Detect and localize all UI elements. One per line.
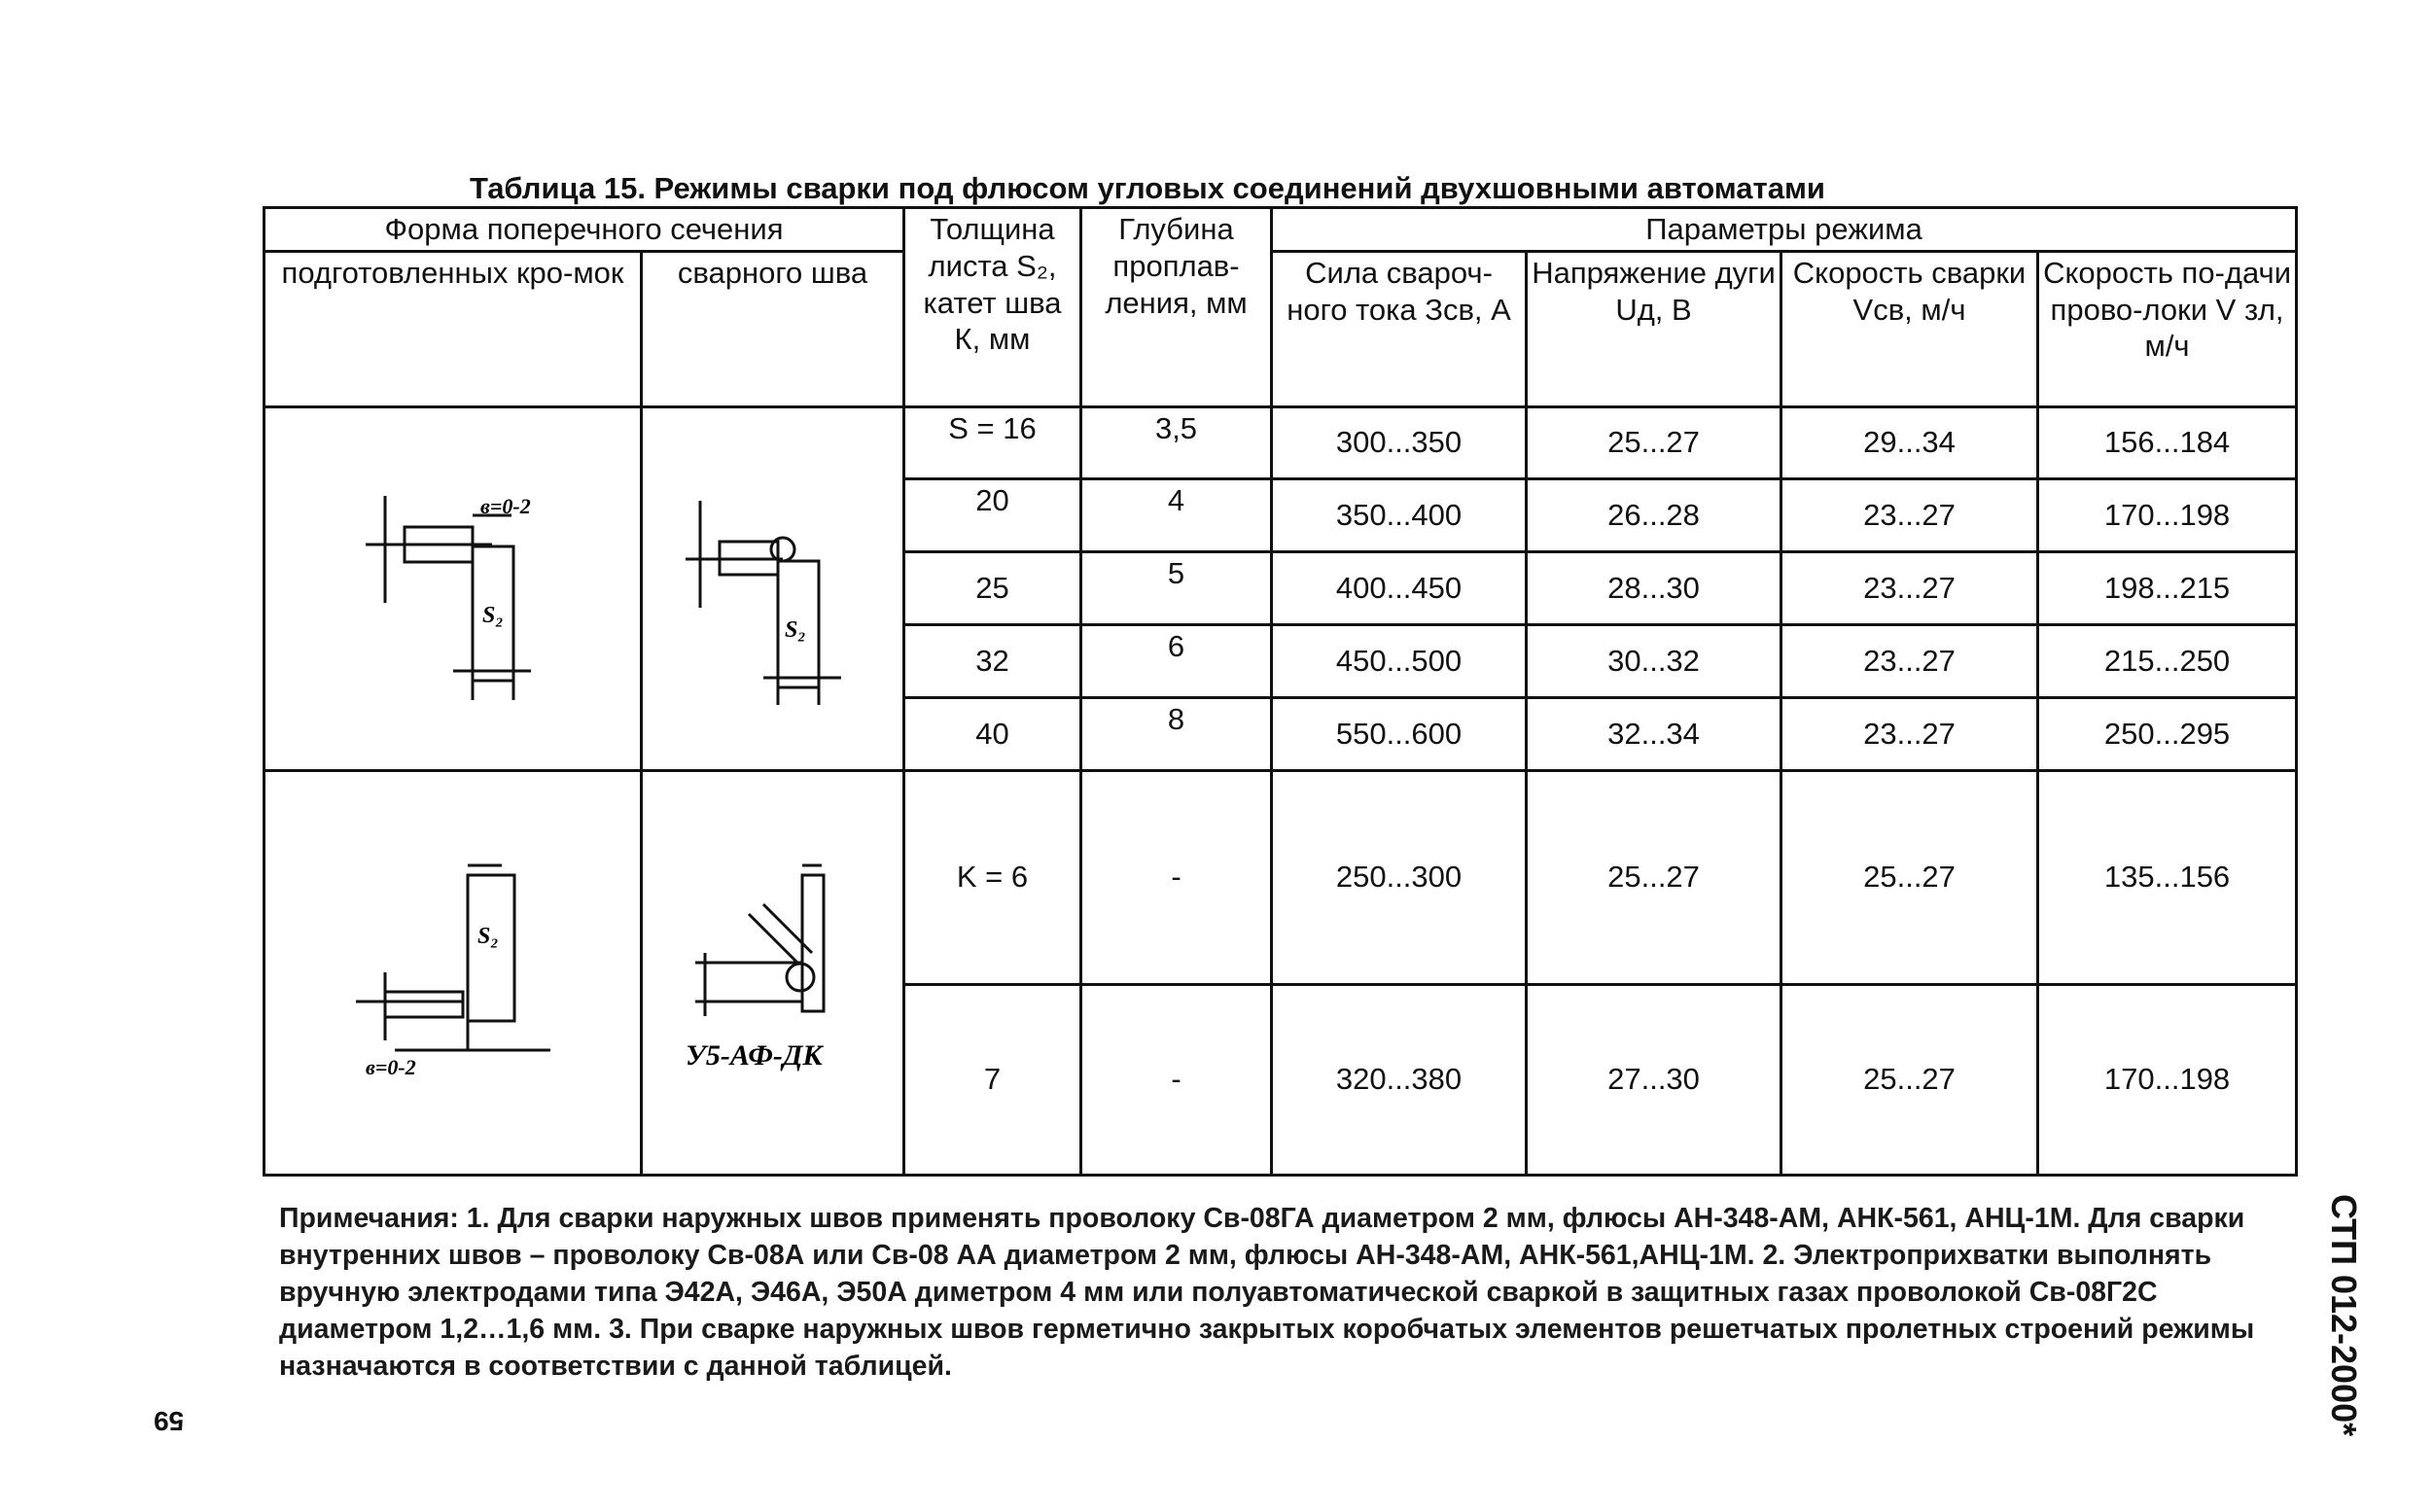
- table-title: Таблица 15. Режимы сварки под флюсом угловых соединений двухшовными автоматами: [470, 171, 1825, 205]
- svg-text:S₂: S₂: [481, 603, 504, 629]
- notes-label: Примечания:: [279, 1203, 459, 1234]
- header-edges: подготовленных кро-мок: [264, 251, 642, 406]
- header-shape-group: Форма поперечного сечения: [264, 208, 904, 252]
- table-row: 25 5 400...450 28...30 23...27 198...215: [264, 551, 2297, 624]
- corner-edge-sketch: [336, 856, 570, 1089]
- tee-edge-sketch: [346, 476, 560, 700]
- svg-text:в=0-2: в=0-2: [479, 494, 531, 519]
- table-row: 40 8 550...600 32...34 23...27 250...295: [264, 697, 2297, 770]
- table-notes: [279, 1200, 2273, 1385]
- tee-weld-sketch: [676, 472, 870, 705]
- edges-drawing-tee: [264, 406, 642, 770]
- table-row: в=0-2 S₂ S₂ S = 16 3,5 300...350 25...27 29...34 156...184: [264, 406, 2297, 478]
- notes-text: 1. Для сварки наружных швов применять проволоку Св-08ГА диаметром 2 мм, флюсы АН-348-АМ, АНК-561, АНЦ-1М. Для сварки внутренних швов – проволоку Св-08А или Св-08 АА диаметром 2 мм, флюсы АН-348-АМ, АНК-561,АНЦ-1М. 2. Электроприхватки выполнять вручную электродами типа Э42А, Э46А, Э50А диметром 4 мм или полуавтоматической сваркой в защитных газах проволокой Св-08Г2С диаметром 1,2…1,6 мм. 3. При сварке наружных швов герметично закрытых коробчатых элементов решетчатых пролетных строений режимы назначаются в соответствии с данной таблицей.: [279, 1203, 2255, 1382]
- header-current: Сила свароч-ного тока Зсв, А: [1272, 251, 1527, 406]
- table-row: 20 4 350...400 26...28 23...27 170...198: [264, 478, 2297, 551]
- weld-code-label: У5-АФ-ДК: [685, 1039, 823, 1072]
- weld-drawing-tee: [642, 406, 904, 770]
- table-row: S₂ в=0-2 У5-АФ-ДК K = 6 - 250...300 25...27 25...27 135...156: [264, 770, 2297, 984]
- header-voltage: Напряжение дуги Uд, В: [1527, 251, 1781, 406]
- header-thickness: Толщина листа S₂, катет шва К, мм: [904, 208, 1081, 407]
- weld-drawing-corner: [642, 770, 904, 1175]
- header-weld: сварного шва: [642, 251, 904, 406]
- table-row: 32 6 450...500 30...32 23...27 215...250: [264, 624, 2297, 697]
- page-number: 59: [154, 1406, 185, 1436]
- edges-drawing-corner: [264, 770, 642, 1175]
- header-params-group: Параметры режима: [1272, 208, 2297, 252]
- svg-text:S₂: S₂: [476, 924, 499, 950]
- header-feed: Скорость по-дачи прово-локи V зл, м/ч: [2038, 251, 2297, 406]
- standard-code: СТП 012-2000*: [2324, 1194, 2364, 1437]
- welding-modes-table: [263, 206, 2298, 1177]
- svg-text:S₂: S₂: [784, 617, 806, 644]
- svg-text:в=0-2: в=0-2: [365, 1055, 416, 1080]
- header-depth: Глубина проплав-ления, мм: [1081, 208, 1272, 407]
- corner-weld-sketch: [656, 856, 890, 1089]
- table-row: 7 - 320...380 27...30 25...27 170...198: [264, 984, 2297, 1175]
- header-speed: Скорость сварки Vсв, м/ч: [1781, 251, 2038, 406]
